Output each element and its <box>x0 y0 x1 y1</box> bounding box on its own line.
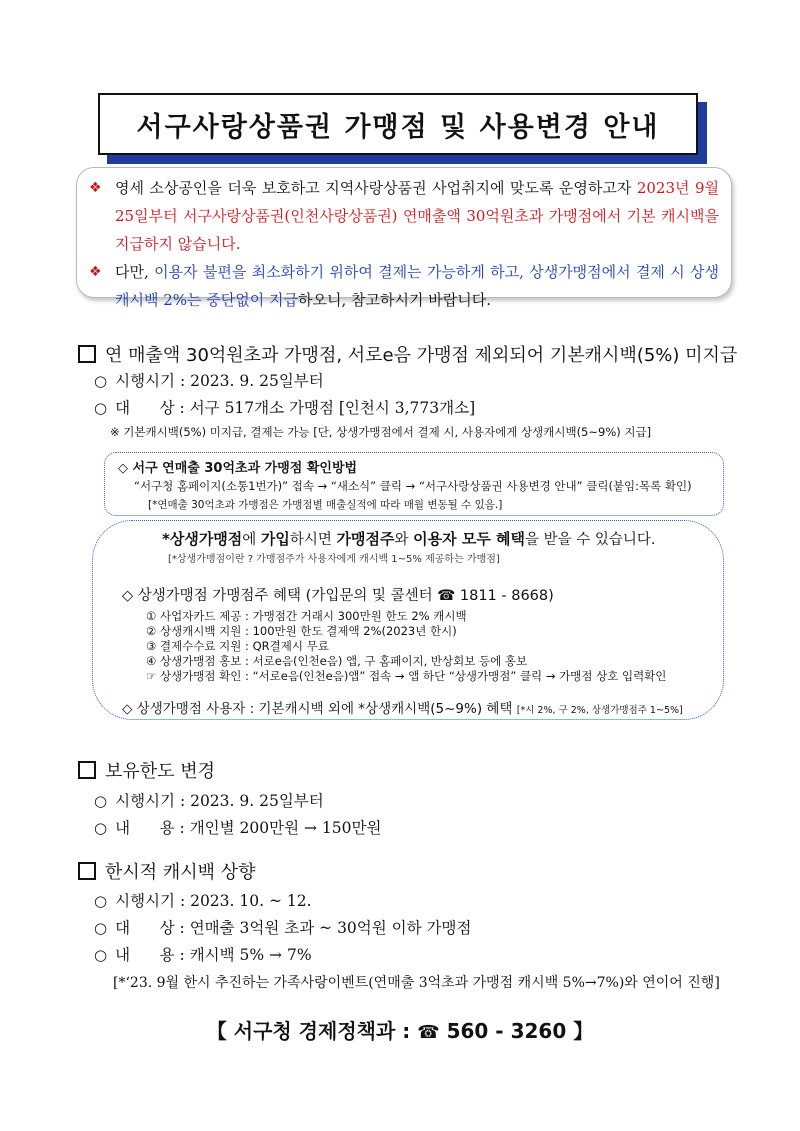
item-value: : 개인별 200만원 → 150만원 <box>179 819 382 837</box>
section-3-title: 한시적 캐시백 상향 <box>105 862 256 883</box>
bracket-close: 】 <box>573 1019 594 1043</box>
notice-highlight-blue: 이용자 불편을 최소화하기 위하여 결제는 가능하게 하고, 상생가맹점에서 결제 시 상생캐시백 2%는 중단없이 지급 <box>115 263 719 309</box>
item-value: : 2023. 10. ~ 12. <box>179 892 312 910</box>
benefit-definition: [*상생가맹점이란 ? 가맹점주가 사용자에게 캐시백 1~5% 제공하는 가맹점] <box>168 554 500 565</box>
circle-bullet-icon: ○ <box>94 792 108 810</box>
circle-bullet-icon: ○ <box>94 946 108 964</box>
owner-benefit-title: ◇ 상생가맹점 가맹점주 혜택 (가입문의 및 콜센터 ☎ 1811 - 8668) <box>122 588 554 604</box>
notice-text: 영세 소상공인을 더욱 보호하고 지역사랑상품권 사업취지에 맞도록 운영하고자 <box>115 179 637 197</box>
item-label: 대 상 <box>115 919 175 937</box>
owner-benefit-check: ☞ 상생가맹점 확인 : “서로e음(인천e음)앱” 접속 → 앱 하단 “상생가맹점” 클릭 → 가맹점 상호 입력확인 <box>146 669 667 683</box>
notice-text: 하오니, 참고하시기 바랍니다. <box>298 291 491 309</box>
headline-part: 가맹점주 <box>336 530 395 548</box>
title-banner <box>98 93 698 155</box>
item-value: : 2023. 9. 25일부터 <box>179 792 324 810</box>
checkbox-square-icon <box>78 761 96 779</box>
contact-phone: 560 - 3260 <box>446 1019 567 1043</box>
owner-benefit-item: ① 사업자카드 제공 : 가맹점간 거래시 300만원 한도 2% 캐시백 <box>146 609 467 623</box>
user-benefit-note: [*시 2%, 구 2%, 상생가맹점주 1~5%] <box>516 705 683 716</box>
section-3-item <box>94 943 312 965</box>
item-value: : 캐시백 5% → 7% <box>179 946 312 964</box>
phone-icon: ☎ <box>417 1022 440 1043</box>
owner-benefit-item: ② 상생캐시백 지원 : 100만원 한도 결제액 2%(2023년 한시) <box>146 624 457 638</box>
headline-part: 이용자 모두 혜택 <box>413 530 526 548</box>
circle-bullet-icon: ○ <box>94 399 108 417</box>
owner-benefit-item: ④ 상생가맹점 홍보 : 서로e음(인천e음) 앱, 구 홈페이지, 반상회보 등에 홍보 <box>146 654 528 668</box>
item-value: : 서구 517개소 가맹점 [인천시 3,773개소] <box>179 399 476 417</box>
circle-bullet-icon: ○ <box>94 919 108 937</box>
section-1-item <box>94 369 324 391</box>
user-benefit-line <box>122 697 683 717</box>
section-3-footnote: [*‘23. 9월 한시 추진하는 가족사랑이벤트(연매출 3억초과 가맹점 캐시백 5%→7%)와 연이어 진행] <box>113 975 720 991</box>
title-box <box>98 93 698 155</box>
headline-part: *상생가맹점 <box>162 530 243 548</box>
headline-part: 하시면 <box>289 532 337 548</box>
section-2-title: 보유한도 변경 <box>105 761 216 782</box>
notice-paragraph-1 <box>89 174 719 258</box>
section-3-item <box>94 916 471 938</box>
diamond-bullet-icon: ❖ <box>89 264 102 280</box>
circle-bullet-icon: ○ <box>94 892 108 910</box>
benefit-headline <box>162 528 656 549</box>
item-label: 대 상 <box>115 399 175 417</box>
item-value: : 연매출 3억원 초과 ~ 30억원 이하 가맹점 <box>179 919 472 937</box>
item-label: 시행시기 <box>115 892 175 910</box>
section-2-item <box>94 816 381 838</box>
section-1-title: 연 매출액 30억원초과 가맹점, 서로e음 가맹점 제외되어 기본캐시백(5%) 미지급 <box>105 345 738 366</box>
item-label: 시행시기 <box>115 792 175 810</box>
notice-box <box>76 167 732 309</box>
contact-line <box>0 1015 800 1044</box>
user-benefit-text: ◇ 상생가맹점 사용자 : 기본캐시백 외에 *상생캐시백(5~9%) 혜택 <box>122 701 513 717</box>
section-2-heading <box>78 757 215 783</box>
diamond-bullet-icon: ❖ <box>89 180 102 196</box>
page-title: 서구사랑상품권 가맹점 및 사용변경 안내 <box>136 111 660 143</box>
headline-part: 을 받을 수 있습니다. <box>525 532 656 548</box>
section-2-item <box>94 789 324 811</box>
item-value: : 2023. 9. 25일부터 <box>179 372 324 390</box>
item-label: 내 용 <box>115 819 175 837</box>
contact-department: 서구청 경제정책과 : <box>233 1019 411 1043</box>
headline-part: 에 <box>242 532 261 548</box>
circle-bullet-icon: ○ <box>94 372 108 390</box>
circle-bullet-icon: ○ <box>94 819 108 837</box>
notice-highlight-red: 2023년 9월 25일부터 서구사랑상품권(인천사랑상품권) 연매출액 30억원초과 가맹점에서 기본 캐시백을 지급하지 않습니다. <box>115 179 719 253</box>
notice-paragraph-2 <box>89 258 719 314</box>
section-3-heading <box>78 858 256 884</box>
headline-part: 가입 <box>260 530 290 548</box>
item-label: 내 용 <box>115 946 175 964</box>
checkbox-square-icon <box>78 862 96 880</box>
section-1-item <box>94 396 475 418</box>
check-method-title: ◇ 서구 연매출 30억초과 가맹점 확인방법 <box>118 461 358 476</box>
section-1-note: ※ 기본캐시백(5%) 미지급, 결제는 가능 [단, 상생가맹점에서 결제 시, 사용자에게 상생캐시백(5~9%) 지급] <box>110 425 652 439</box>
owner-benefit-item: ③ 결제수수료 지원 : QR결제시 무료 <box>146 639 329 653</box>
bracket-open: 【 <box>206 1019 227 1043</box>
check-method-steps: “서구청 홈페이지(소통1번가)” 접속 → “새소식” 클릭 → “서구사랑상품권 사용변경 안내” 클릭(붙임:목록 확인) <box>134 479 692 493</box>
headline-part: 와 <box>394 532 414 548</box>
section-1-heading <box>78 341 737 367</box>
notice-text: 다만, <box>115 263 155 281</box>
item-label: 시행시기 <box>115 372 175 390</box>
section-3-item <box>94 889 312 911</box>
checkbox-square-icon <box>78 345 96 363</box>
check-method-note: [*연매출 30억초과 가맹점은 가맹점별 매출실적에 따라 매월 변동될 수 있음.] <box>148 499 503 511</box>
